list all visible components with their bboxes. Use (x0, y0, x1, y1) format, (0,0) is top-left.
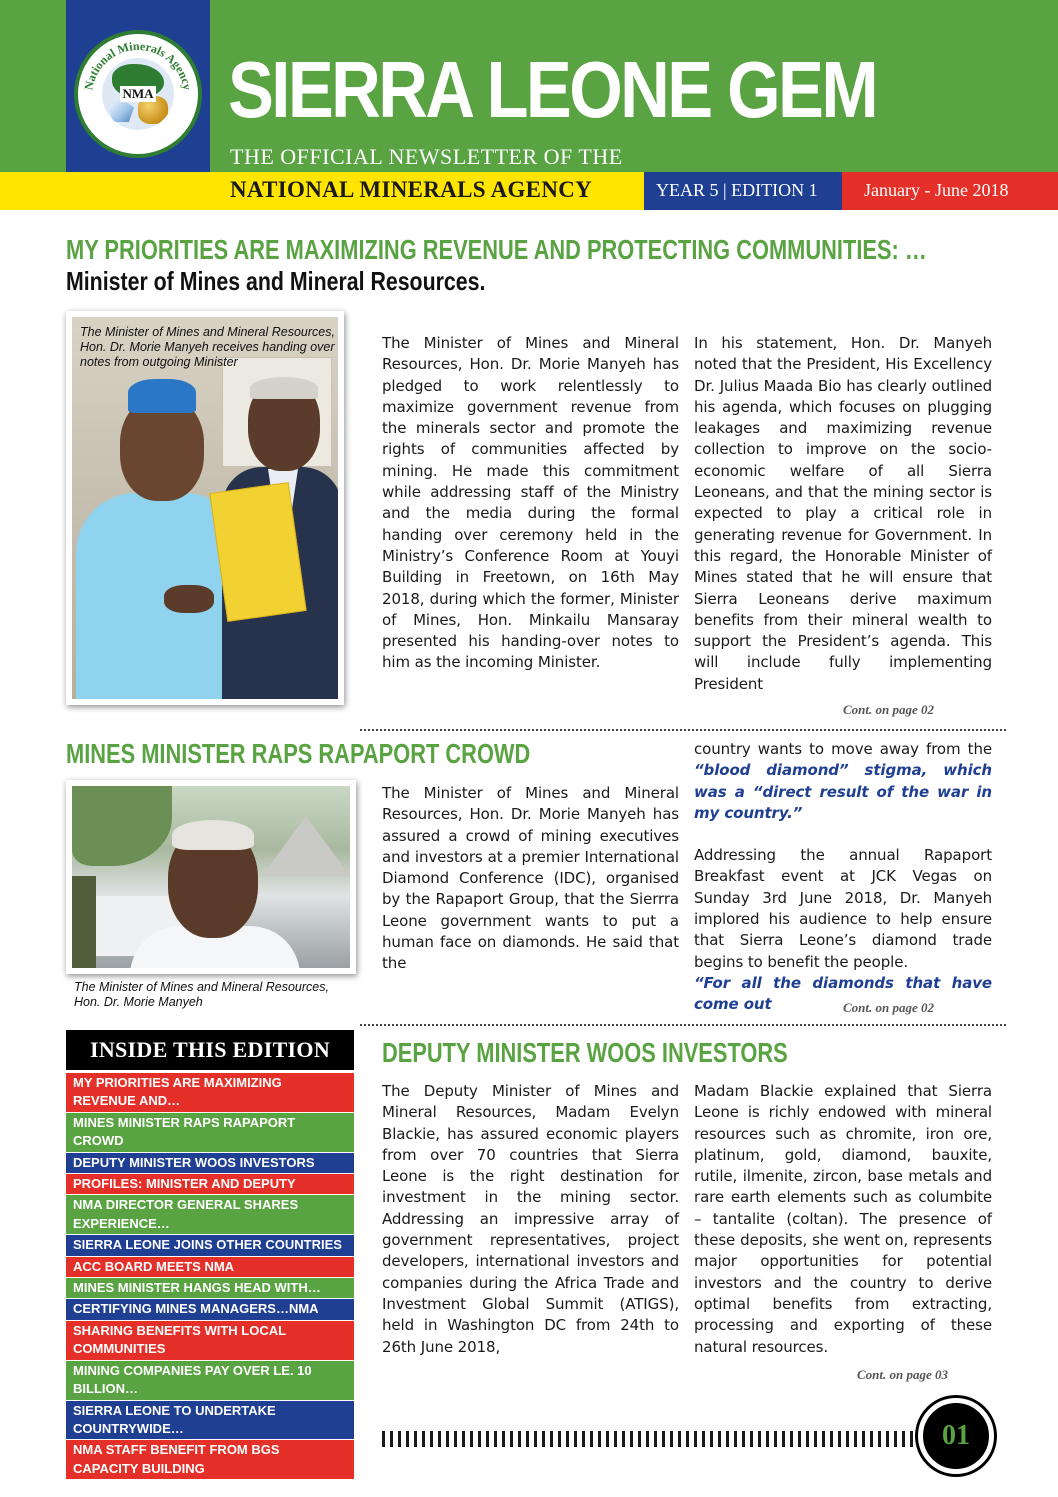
story2-continued: Cont. on page 02 (843, 1000, 935, 1015)
story1-col1-text: The Minister of Mines and Mineral Resources, Hon. Dr. Morie Manyeh has pledged to work relentlessly to maximize government revenue from the minerals sector and promote the rights of communities affected by mining. He made this commitment while addressing staff of the Ministry and the media during the formal handing over ceremony held in the Ministry’s Conference Room at Youyi Building in Freetown, on 16th May 2018, during which the former, Minister of Mines, Hon. Minkailu Mansaray presented his handing-over notes to him as the incoming Minister. (382, 334, 679, 672)
newsletter-header (0, 0, 1058, 210)
story2-headline: MINES MINISTER RAPS RAPAPORT CROWD (66, 738, 531, 769)
inside-list-item[interactable]: CERTIFYING MINES MANAGERS…NMA (66, 1299, 354, 1320)
page-number-badge (918, 1398, 994, 1474)
nma-logo (74, 30, 202, 158)
story2-col2-text-a: country wants to move away from the (694, 740, 992, 758)
story2-column-2 (694, 739, 992, 1016)
story2-photo (66, 780, 356, 974)
svg-text:National Minerals Agency: National Minerals Agency (81, 38, 195, 92)
inside-list-item[interactable]: SHARING BENEFITS WITH LOCAL COMMUNITIES (66, 1321, 354, 1361)
photo-handshake (164, 585, 214, 613)
story1-column-2 (694, 333, 992, 695)
story1-continued: Cont. on page 02 (843, 702, 935, 717)
story2-quote: “blood diamond” stigma, which was a “direct result of the war in my country.” (694, 761, 992, 822)
date-badge (842, 172, 1058, 210)
photo-tent (262, 816, 350, 876)
story2-quote-2: “For all the diamonds that have come out (694, 973, 992, 1014)
decorative-barcode (382, 1431, 920, 1447)
inside-list-item[interactable]: DEPUTY MINISTER WOOS INVESTORS (66, 1153, 354, 1174)
logo-emblem (102, 58, 174, 130)
story3-col2-text: Madam Blackie explained that Sierra Leone is richly endowed with mineral resources such as chromite, iron ore, platinum, gold, diamond, bauxite, rutile, ilmenite, zircon, base metals and rare earth elements such as columbite – tantalite (coltan). The presence of these deposits, she went on, represents major opportunities for potential investors and the country to derive optimal benefits from extracting, processing and exporting of these natural resources. (694, 1082, 992, 1356)
story2-column-1 (382, 783, 679, 975)
photo-tree (72, 786, 172, 866)
edition-badge (644, 172, 842, 210)
story1-subhead: Minister of Mines and Mineral Resources. (66, 266, 486, 296)
inside-list-item[interactable]: MINING COMPANIES PAY OVER LE. 10 BILLION… (66, 1361, 354, 1401)
handover-photo (72, 317, 338, 699)
photo-person-left-cap (128, 379, 196, 413)
inside-list-item[interactable]: ACC BOARD MEETS NMA (66, 1257, 354, 1278)
edition-label: YEAR 5 | EDITION 1 (656, 180, 818, 200)
inside-list-item[interactable]: SIERRA LEONE JOINS OTHER COUNTRIES (66, 1235, 354, 1256)
photo-soldier (72, 876, 96, 968)
logo-panel (66, 0, 210, 172)
inside-list-item[interactable]: PROFILES: MINISTER AND DEPUTY (66, 1174, 354, 1195)
story2-col2-text-b: Addressing the annual Rapaport Breakfast event at JCK Vegas on Sunday 3rd June 2018, Dr. Manyeh implored his audience to help ensure that Sierra Leone’s diamond trade begins to benefit the people. (694, 846, 992, 971)
photo-person-right-hair (250, 377, 318, 399)
inside-list-item[interactable]: SIERRA LEONE TO UNDERTAKE COUNTRYWIDE… (66, 1401, 354, 1441)
story1-photo-caption: The Minister of Mines and Mineral Resources, Hon. Dr. Morie Manyeh receives handing over notes from outgoing Minister (80, 325, 335, 369)
story3-column-1 (382, 1081, 679, 1358)
masthead-subtitle: THE OFFICIAL NEWSLETTER OF THE (230, 144, 623, 169)
section-divider (360, 1024, 1006, 1026)
logo-abbreviation: NMA (120, 86, 156, 102)
masthead-title: SIERRA LEONE GEM (228, 45, 877, 134)
story3-col1-text: The Deputy Minister of Mines and Mineral Resources, Madam Evelyn Blackie, has assured economic players from over 70 countries that Sierra Leone is the right destination for investment in the mining sector. Addressing an impressive array of government representatives, project developers, international investors and companies during the Africa Trade and Investment Global Summit (ATIGS), held in Washington DC from 24th to 26th June 2018, (382, 1082, 679, 1356)
story2-photo-caption: The Minister of Mines and Mineral Resources, Hon. Dr. Morie Manyeh (74, 980, 329, 1009)
photo-minister-hair (172, 820, 254, 850)
date-label: January - June 2018 (864, 180, 1009, 200)
inside-list-item[interactable]: MINES MINISTER RAPS RAPAPORT CROWD (66, 1113, 354, 1153)
inside-title: INSIDE THIS EDITION (66, 1030, 354, 1070)
section-divider (360, 729, 1006, 731)
inside-list-item[interactable]: MINES MINISTER HANGS HEAD WITH… (66, 1278, 354, 1299)
inside-list-item[interactable]: MY PRIORITIES ARE MAXIMIZING REVENUE AND… (66, 1073, 354, 1113)
agency-name: NATIONAL MINERALS AGENCY (230, 177, 593, 202)
story3-column-2 (694, 1081, 992, 1358)
minister-portrait-photo (72, 786, 350, 968)
inside-list-item[interactable]: NMA DIRECTOR GENERAL SHARES EXPERIENCE… (66, 1195, 354, 1235)
story3-headline: DEPUTY MINISTER WOOS INVESTORS (382, 1037, 788, 1068)
story1-col2-text: In his statement, Hon. Dr. Manyeh noted that the President, His Excellency Dr. Julius Maada Bio has clearly outlined his agenda, which focuses on plugging leakages and maximizing revenue collection to improve on the socio-economic welfare of all Sierra Leoneans, and that the mining sector is expected to play a critical role in generating revenue for Government. In this regard, the Honorable Minister of Mines stated that he will ensure that Sierra Leoneans derive maximum benefits from their mineral wealth to support the President’s agenda. This will include fully implementing President (694, 334, 992, 693)
story2-col1-text: The Minister of Mines and Mineral Resources, Hon. Dr. Morie Manyeh has assured a crowd of mining executives and investors at a premier International Diamond Conference (IDC), organised by the Rapaport Group, that the Sierrra Leone government wants to put a human face on diamonds. He said that the (382, 784, 679, 973)
story1-column-1 (382, 333, 679, 674)
story3-continued: Cont. on page 03 (857, 1367, 949, 1382)
inside-list (66, 1073, 354, 1480)
story1-photo (66, 311, 344, 705)
page-number: 01 (942, 1420, 970, 1451)
story1-headline: MY PRIORITIES ARE MAXIMIZING REVENUE AND PROTECTING COMMUNITIES: … (66, 234, 927, 265)
inside-list-item[interactable]: NMA STAFF BENEFIT FROM BGS CAPACITY BUILDING (66, 1440, 354, 1480)
